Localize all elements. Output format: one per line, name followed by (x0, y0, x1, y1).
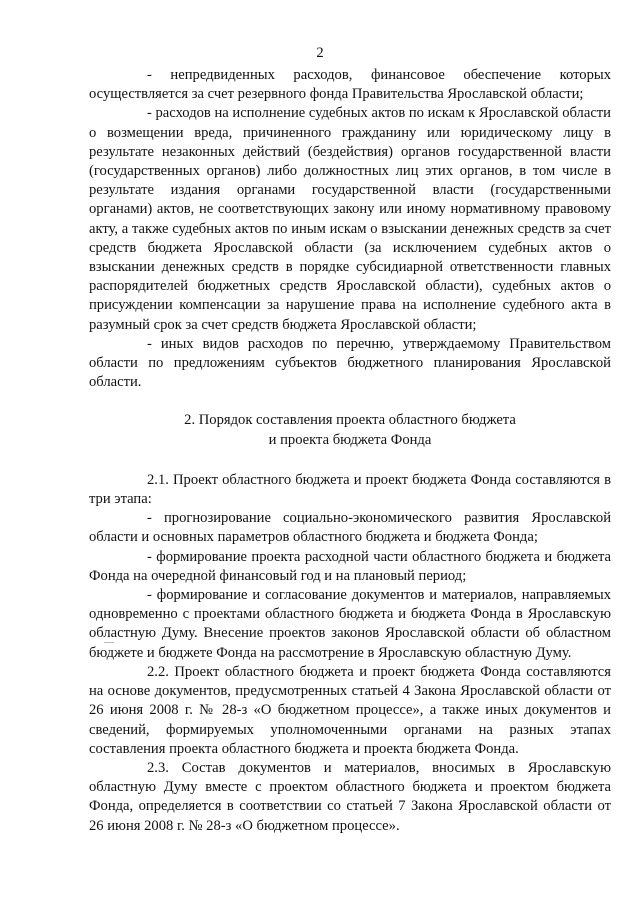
list-item-court-acts: - расходов на исполнение судебных актов по искам к Ярославской области о возмещении вреда, причиненного гражданину или юридическому лицу в результате незаконных действий (бездействия) органов государственной власти (государственных органов) либо должностных лиц этих органов, в том числе в результате издания органами государственной власти (государственными органами) актов, не соответствующих закону или иному нормативному правовому акту, а также судебных актов по иным искам о взыскании денежных средств за счет средств бюджета Ярославской области (за исключением судебных актов о взыскании денежных средств в порядке субсидиарной ответственности главных распорядителей бюджетных средств Ярославской области), судебных актов о присуждении компенсации за нарушение права на исполнение судебного акта в разумный срок за счет средств бюджета Ярославской области; (89, 105, 611, 333)
list-item-forecasting: - прогнозирование социально-экономического развития Ярославской области и основных параметров областного бюджета и бюджета Фонда; (89, 510, 611, 546)
paragraph-2-3: 2.3. Состав документов и материалов, вносимых в Ярославскую областную Думу вместе с проектом областного бюджета и проектом бюджета Фонда, определяется в соответствии со статьей 7 Закона Ярославской области от 26 июня 2008 г. № 28-з «О бюджетном процессе». (89, 759, 611, 834)
paragraph-2-2: 2.2. Проект областного бюджета и проект бюджета Фонда составляются на основе документов, предусмотренных статьей 4 Закона Ярославской области от 26 июня 2008 г. № 28-з «О бюджетном процессе», а также иных документов и сведений, формируемых уполномоченными органами на разных этапах составления проекта областного бюджета и проекта бюджета Фонда. (89, 663, 611, 757)
spacer (89, 392, 611, 411)
spacer (89, 450, 611, 471)
list-item-documents-submission: - формирование и согласование документов и материалов, направляемых одновременно с проектами областного бюджета и бюджета Фонда в Ярославскую областную Думу. Внесение проектов законов Ярославской области об областном бюджете и бюджете Фонда на рассмотрение в Ярославскую областную Думу. (89, 587, 611, 661)
page-number: 2 (316, 45, 324, 61)
list-item-reserve-fund: - непредвиденных расходов, финансовое обеспечение которых осуществляется за счет резервного фонда Правительства Ярославской области; (89, 67, 611, 103)
margin-tick-mark (104, 642, 114, 643)
document-body (89, 66, 611, 836)
section-heading (89, 411, 611, 449)
list-item-other-expenses: - иных видов расходов по перечню, утверждаемому Правительством области по предложениям субъектов бюджетного планирования Ярославской области. (89, 335, 611, 391)
section-heading-line-2: и проекта бюджета Фонда (268, 431, 432, 448)
section-heading-line-1: 2. Порядок составления проекта областного бюджета (184, 412, 516, 429)
list-item-expenditure-draft: - формирование проекта расходной части областного бюджета и бюджета Фонда на очередной финансовый год и на плановый период; (89, 548, 611, 584)
paragraph-2-1: 2.1. Проект областного бюджета и проект бюджета Фонда составляются в три этапа: (89, 471, 611, 508)
